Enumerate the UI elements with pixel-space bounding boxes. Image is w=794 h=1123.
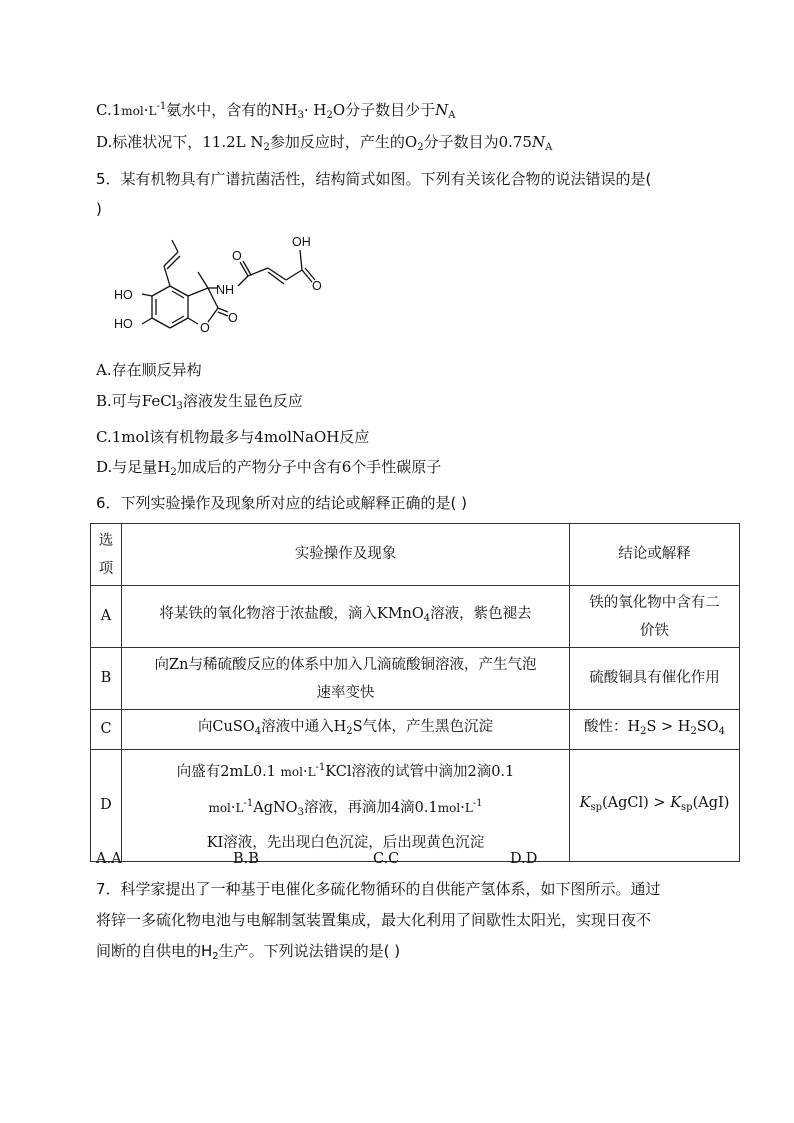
- q6-experiment-table: [90, 523, 740, 862]
- q6-options: [96, 851, 656, 871]
- label-o-ring: O: [200, 321, 210, 335]
- row-c-op-sub1: 4: [254, 726, 262, 737]
- row-b-op-1: 向Zn与稀硫酸反应的体系中加入几滴硫酸铜溶液，产生气泡: [154, 656, 537, 673]
- q4d-na-sub: A: [545, 142, 553, 153]
- bond: [188, 288, 208, 296]
- q6-option-b: B.B: [233, 851, 259, 867]
- q5d-pre: D.与足量H: [96, 458, 171, 476]
- q6-option-a: A.A: [96, 851, 122, 867]
- row-c-concl-mid: S > H: [646, 719, 691, 735]
- row-d-op2-l2: L: [464, 801, 473, 815]
- row-c-op-post: S气体，产生黑色沉淀: [352, 719, 494, 735]
- row-d-op2-exp: -1: [243, 798, 254, 809]
- q5d-post: 加成后的产物分子中含有6个手性碳原子: [176, 458, 442, 476]
- bond: [238, 276, 248, 286]
- row-b-label: B: [91, 648, 122, 710]
- row-c-op-mid: 溶液中通入H: [261, 719, 347, 735]
- bond: [248, 268, 268, 276]
- header-conclusion: 结论或解释: [570, 524, 740, 586]
- row-c-label: C: [91, 710, 122, 750]
- label-nh: NH: [216, 283, 235, 297]
- row-d-op-line3: KI溶液，先出现白色沉淀，后出现黄色沉淀: [206, 835, 485, 851]
- q5-stem-line2: ): [96, 200, 102, 218]
- q4c-pre: C.1: [96, 101, 122, 119]
- label-o-acid: O: [312, 279, 322, 293]
- q4d-post: 分子数目为0.75: [423, 133, 532, 151]
- row-d-op1-pre: 向盛有2mL0.1: [176, 764, 281, 780]
- row-a-op-sub: 4: [423, 613, 431, 624]
- q5b-post: 溶液发生显色反应: [182, 392, 303, 410]
- row-d-op1-l: L: [307, 765, 316, 779]
- q7-line3: [96, 941, 400, 967]
- row-c-op-sub2: 2: [346, 726, 353, 737]
- bond: [164, 252, 178, 266]
- row-d-k2: K: [670, 795, 682, 811]
- row-d-operation: [122, 750, 570, 862]
- row-a-concl-2: 价铁: [640, 622, 669, 639]
- label-ho-2: HO: [114, 317, 133, 331]
- row-c-concl-mid2: SO: [696, 719, 719, 735]
- row-d-agcl: (AgCl) >: [602, 795, 671, 811]
- q4c-exp: -1: [156, 101, 167, 112]
- row-d-op2-mid: AgNO: [253, 800, 298, 816]
- row-a-op-pre: 将某铁的氧化物溶于浓盐酸，滴入KMnO: [159, 606, 424, 622]
- row-c-conclusion: [570, 710, 740, 750]
- row-c-concl-sub1: 2: [640, 726, 647, 737]
- q6-option-c: C.C: [373, 851, 400, 867]
- row-c-concl-pre: 酸性：H: [583, 719, 641, 735]
- row-d-sp2: sp: [681, 802, 693, 813]
- label-ho-1: HO: [114, 288, 133, 302]
- bond: [167, 256, 180, 269]
- q4-option-c: $C.1mol\cdot L^{-1}$氨水中，含有的$NH_3\cdot H_2O$分子数目少于$N_A$: [96, 101, 456, 121]
- q4c-na: N: [435, 101, 449, 119]
- q4c-mid: 氨水中，含有的NH: [166, 101, 298, 119]
- row-d-op-line1: 向盛有2mL0.1 $mol\cdot L^{-1}KCl$溶液的试管中滴加2滴0.1: [176, 762, 515, 780]
- q4c-sub2: 2: [326, 110, 333, 121]
- bond: [240, 262, 248, 276]
- q4c-post: O分子数目少于: [332, 101, 436, 119]
- row-c-operation: [122, 710, 570, 750]
- q7-line3-pre: 间断的自供电的H: [96, 942, 213, 960]
- q4c-unit-l: L: [148, 104, 157, 118]
- header-operation: 实验操作及现象: [122, 524, 570, 586]
- bond: [172, 240, 178, 252]
- q5b-pre: B.可与FeCl: [96, 392, 177, 410]
- row-b-op-2: 速率变快: [316, 684, 375, 701]
- q5-option-d: [96, 457, 441, 483]
- row-d-op2-mol: mol: [208, 801, 231, 815]
- row-b-conclusion: 硫酸铜具有催化作用: [570, 648, 740, 710]
- row-d-conclusion: [570, 750, 740, 862]
- row-d-op1-exp: -1: [315, 762, 326, 773]
- q7-line3-sub: 2: [212, 951, 219, 962]
- q5b-sub: 3: [176, 401, 183, 412]
- bond: [188, 318, 198, 324]
- row-d-op2-l: L: [235, 801, 244, 815]
- bond: [198, 272, 208, 288]
- row-a-conclusion: [570, 586, 740, 648]
- row-c-op-pre: 向CuSO: [197, 719, 255, 735]
- q4-option-d: [96, 132, 552, 158]
- row-d-op1-post: KCl溶液的试管中滴加2滴0.1: [325, 764, 515, 780]
- q5d-sub: 2: [170, 467, 177, 478]
- label-o-amide: O: [232, 249, 242, 263]
- row-c-concl-sub3: 4: [718, 726, 726, 737]
- row-a-op-post: 溶液，紫色褪去: [430, 606, 532, 622]
- q4d-na: N: [531, 133, 546, 151]
- bond: [286, 270, 302, 280]
- table-header-row: [91, 524, 740, 586]
- table-row: [91, 648, 740, 710]
- q6-option-d: D.D: [510, 851, 538, 867]
- q4c-sub3: 3: [297, 110, 304, 121]
- row-d-op2-mol2: mol: [437, 801, 461, 815]
- q4c-dot: · H: [303, 101, 327, 119]
- bond: [152, 286, 170, 296]
- q7-line2: 将锌一多硫化物电池与电解制氢装置集成，最大化利用了间歇性太阳光，实现日夜不: [96, 911, 652, 929]
- bond: [152, 318, 170, 328]
- row-d-agi: (AgI): [692, 795, 730, 811]
- row-a-concl-1: 铁的氧化物中含有二: [589, 594, 720, 611]
- bond: [218, 312, 228, 316]
- q4d-sub-a: 2: [263, 142, 270, 153]
- row-d-op-line2: $mol\cdot L^{-1}AgNO_3$溶液，再滴加4滴$0.1mol\cdot L^{-1}$: [208, 798, 483, 818]
- q5-structure-diagram: [100, 228, 340, 348]
- q7-line1: 7．科学家提出了一种基于电催化多硫化物循环的自供能产氢体系，如下图所示。通过: [96, 880, 661, 898]
- bond: [218, 308, 228, 312]
- q5-option-a: A.存在顺反异构: [96, 361, 202, 379]
- row-d-op2-post: 溶液，再滴加4滴0.1: [303, 800, 438, 816]
- row-d-sp1: sp: [590, 802, 603, 813]
- bond: [243, 261, 251, 275]
- bond: [142, 318, 152, 324]
- row-d-op2-exp2: -1: [472, 798, 483, 809]
- row-d-k1: K: [579, 795, 591, 811]
- q4d-sub-b: 2: [417, 142, 424, 153]
- q4c-na-sub: A: [448, 110, 456, 121]
- table-row: [91, 710, 740, 750]
- row-a-label: A: [91, 586, 122, 648]
- table-row: [91, 750, 740, 862]
- q5-option-b: [96, 391, 303, 417]
- row-d-label: D: [91, 750, 122, 862]
- row-c-concl-sub2: 2: [690, 726, 697, 737]
- bond: [208, 308, 218, 322]
- label-o-carbonyl: O: [228, 311, 238, 325]
- bond: [302, 270, 312, 282]
- row-d-op1-mol: mol: [280, 765, 303, 779]
- q7-line3-post: 生产。下列说法错误的是( ): [218, 942, 401, 960]
- q4d-mid: 参加反应时，产生的O: [269, 133, 418, 151]
- header-option-line1: 选: [98, 532, 114, 549]
- bond: [142, 294, 152, 296]
- table-row: [91, 586, 740, 648]
- label-oh-top: OH: [292, 235, 311, 249]
- bond: [300, 250, 302, 270]
- q4c-unit-mol: mol: [121, 104, 144, 118]
- row-a-operation: [122, 586, 570, 648]
- q5-option-c: C.1mol该有机物最多与4molNaOH反应: [96, 428, 370, 446]
- header-option: [91, 524, 122, 586]
- row-b-operation: [122, 648, 570, 710]
- q4d-pre: D.标准状况下，11.2L N: [96, 133, 264, 151]
- header-option-line2: 项: [98, 560, 114, 577]
- row-d-op2-sub: 3: [297, 807, 304, 818]
- q5-stem-line1: 5．某有机物具有广谱抗菌活性，结构简式如图。下列有关该化合物的说法错误的是(: [96, 170, 652, 188]
- q6-stem: 6．下列实验操作及现象所对应的结论或解释正确的是( ): [96, 494, 468, 512]
